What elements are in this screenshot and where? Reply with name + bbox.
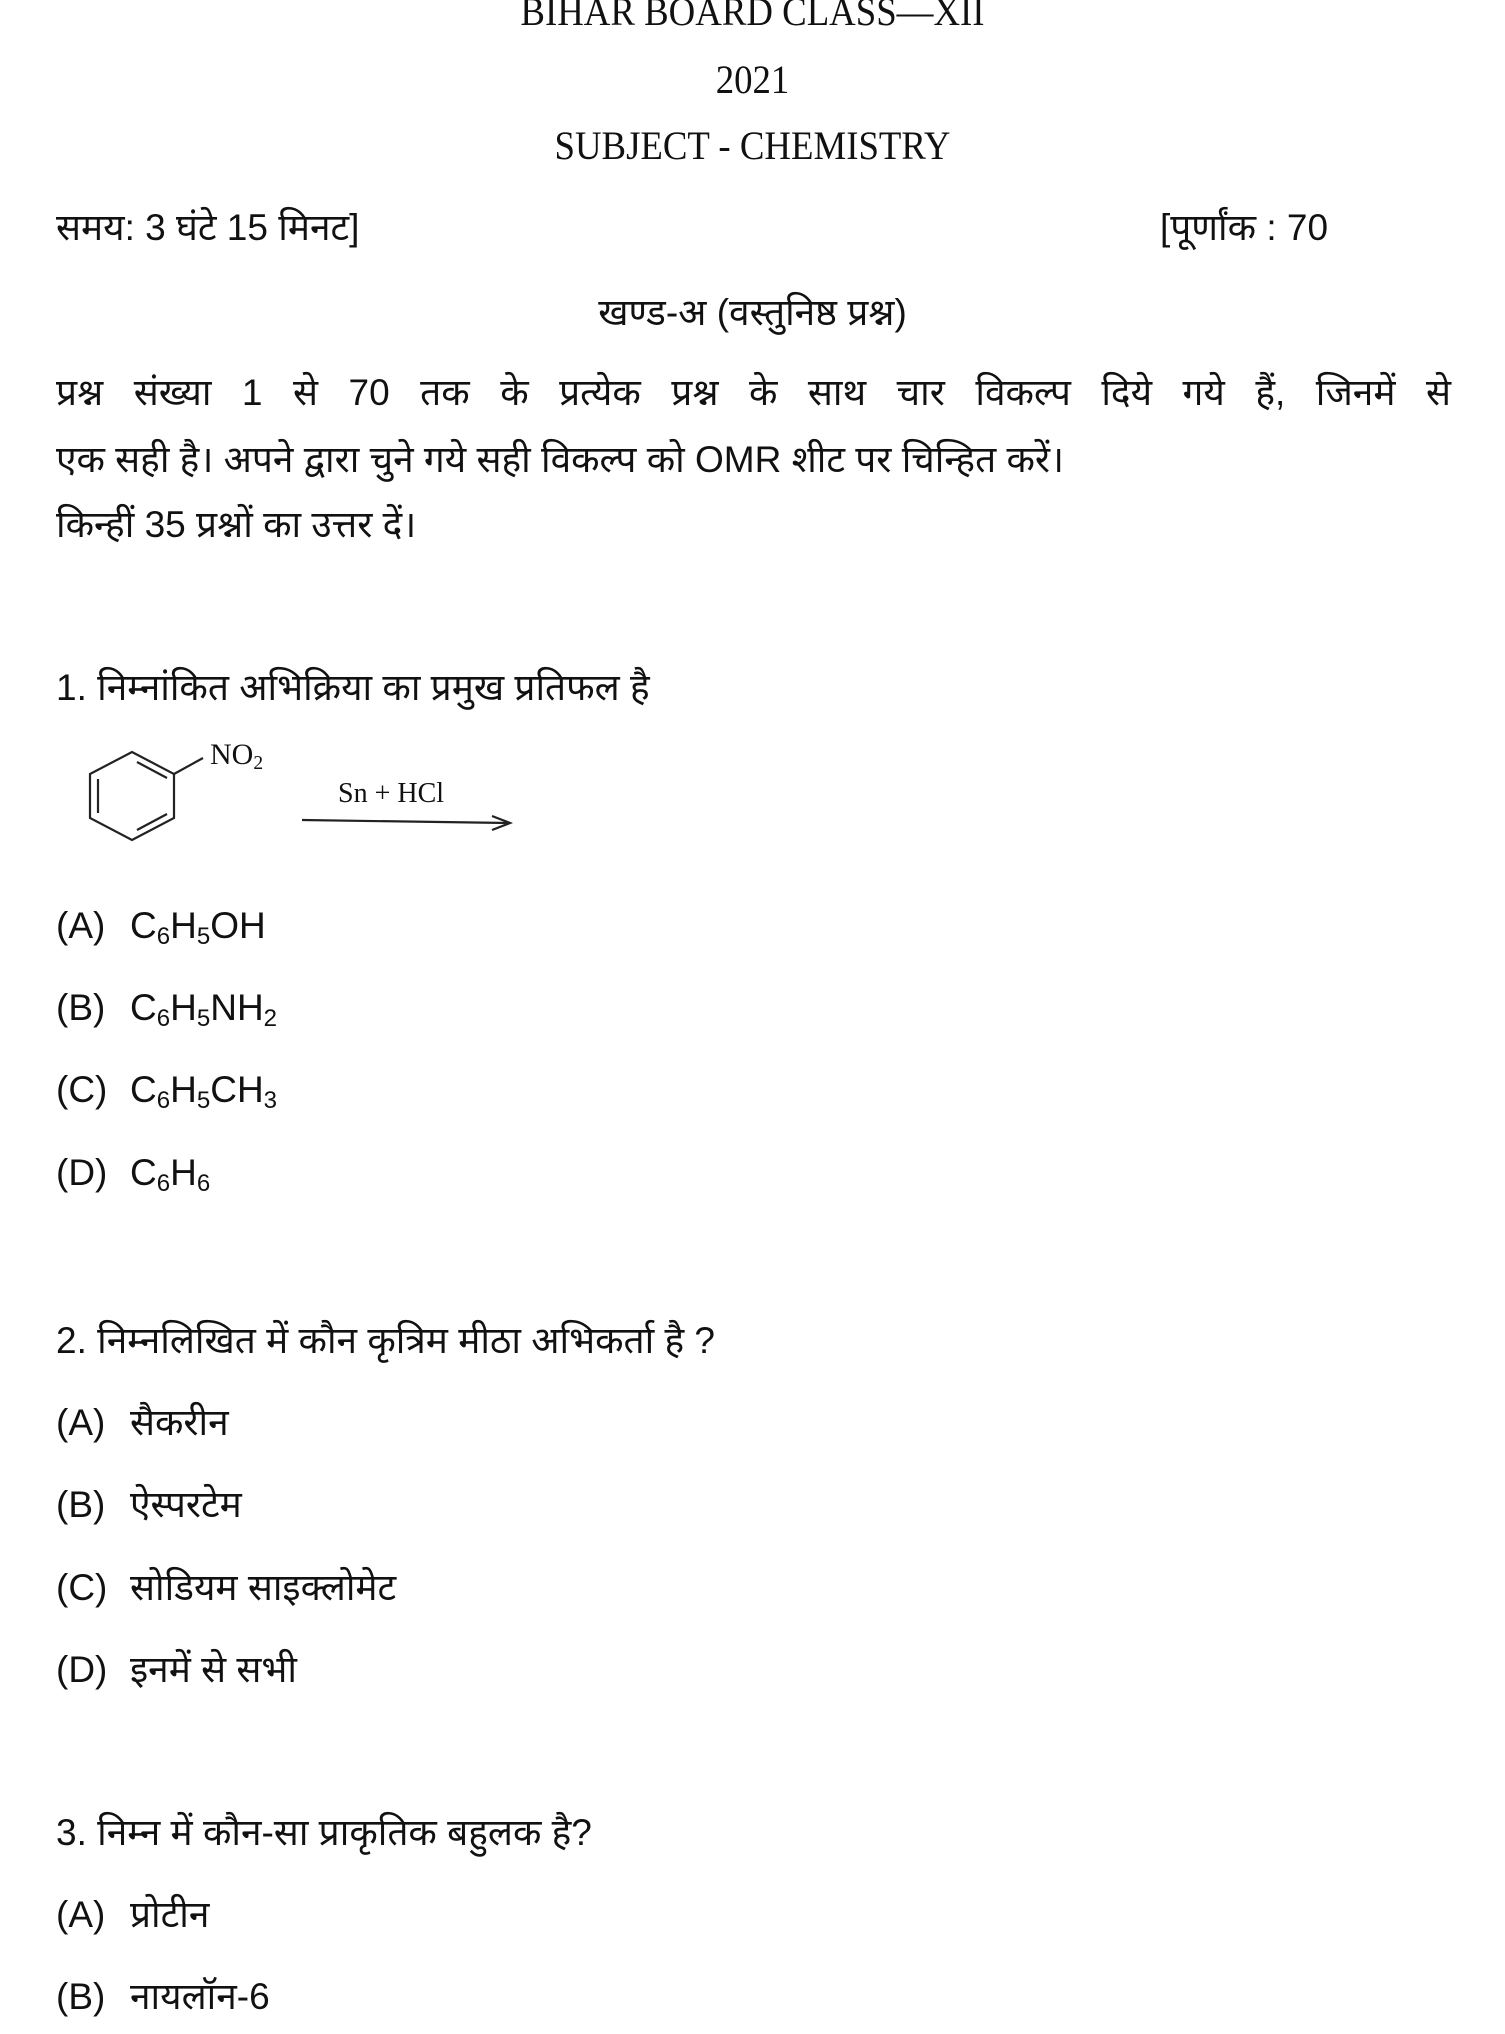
question-number: 1.: [56, 667, 87, 708]
option-2-c[interactable]: (C) सोडियम साइक्लोमेट: [56, 1567, 397, 1608]
option-1-d[interactable]: (D) $C_6H_6$: [56, 1152, 211, 1197]
option-2-a[interactable]: (A) सैकरीन: [56, 1402, 229, 1443]
instruction-line-1: प्रश्न संख्या 1 से 70 तक के प्रत्येक प्रश्न के साथ चार विकल्प दिये गये हैं, जिनमें से: [56, 372, 1451, 413]
instruction-line-2: एक सही है। अपने द्वारा चुने गये सही विकल्प को OMR शीट पर चिन्हित करें।: [56, 439, 1065, 480]
question-text: निम्न में कौन-सा प्राकृतिक बहुलक है?: [97, 1812, 592, 1853]
option-1-b[interactable]: (B) $C_6H_5NH_2$: [56, 987, 278, 1032]
question-number: 2.: [56, 1320, 87, 1361]
exam-year: 2021: [715, 57, 790, 102]
option-3-a[interactable]: (A) प्रोटीन: [56, 1894, 210, 1935]
benzene-ring-icon: [80, 740, 540, 860]
section-title: खण्ड-अ (वस्तुनिष्ठ प्रश्न): [598, 292, 907, 333]
question-text: निम्नलिखित में कौन कृत्रिम मीठा अभिकर्ता है ?: [97, 1320, 716, 1361]
nitro-group-label: $NO_2$: [210, 738, 264, 774]
reagent-label: Sn + HCl: [338, 778, 445, 809]
instruction-line-3: किन्हीं 35 प्रश्नों का उत्तर दें।: [56, 504, 417, 545]
option-3-b[interactable]: (B) नायलॉन-6: [56, 1976, 270, 2017]
option-1-c[interactable]: (C) $C_6H_5CH_3$: [56, 1069, 278, 1114]
option-2-b[interactable]: (B) ऐस्परटेम: [56, 1484, 242, 1525]
question-2: [56, 1313, 715, 1364]
reaction-diagram: [80, 740, 540, 860]
question-text: निम्नांकित अभिक्रिया का प्रमुख प्रतिफल है: [97, 667, 650, 708]
option-1-a[interactable]: (A) $C_6H_5OH$: [56, 905, 266, 950]
question-1: [56, 660, 650, 711]
time-allowed: समय: 3 घंटे 15 मिनट]: [56, 207, 360, 248]
question-3: [56, 1805, 592, 1856]
option-2-d[interactable]: (D) इनमें से सभी: [56, 1649, 298, 1690]
board-title: BIHAR BOARD CLASS—XII: [520, 0, 985, 34]
full-marks: [पूर्णांक : 70: [1160, 207, 1329, 248]
subject-title: SUBJECT - CHEMISTRY: [554, 123, 951, 168]
question-number: 3.: [56, 1812, 87, 1853]
